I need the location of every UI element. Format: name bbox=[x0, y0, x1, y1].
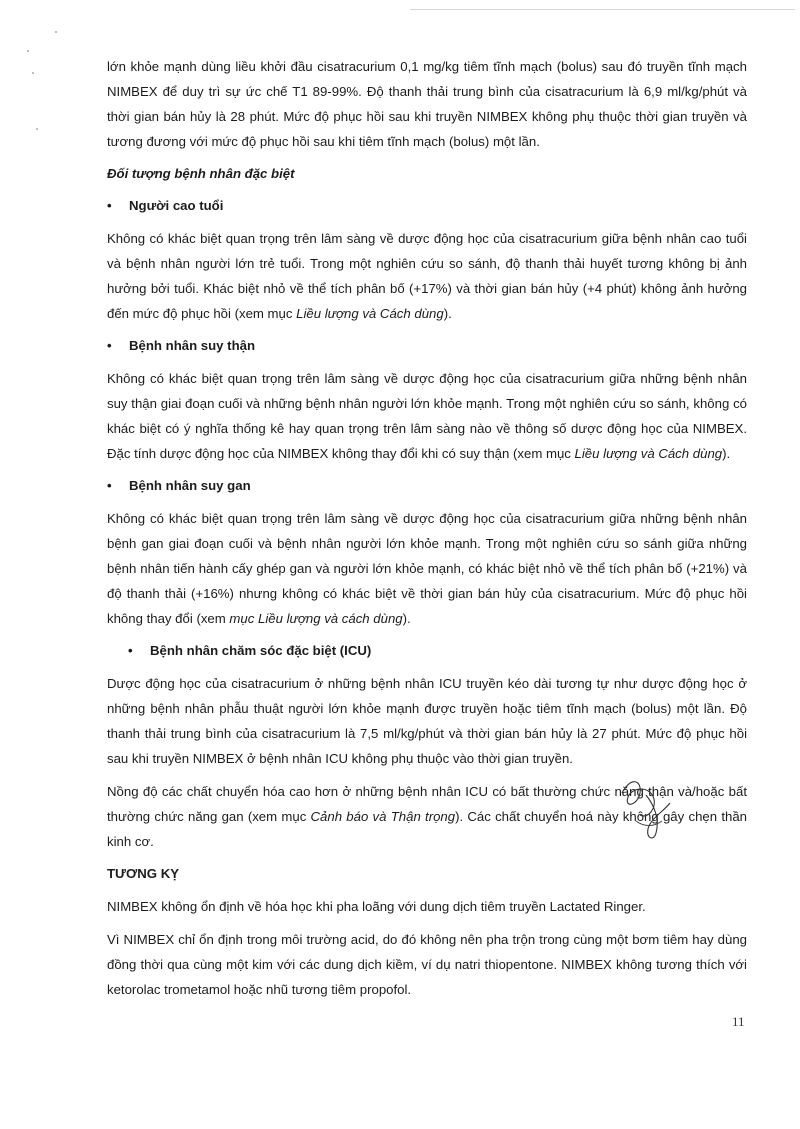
paragraph-renal: Không có khác biệt quan trọng trên lâm sàng về dược động học của cisatracurium giữa những bệnh nhân suy thận giai đoạn cuối và những bệnh nhân người lớn khỏe mạnh. Trong một nghiên cứu so sánh, không có khác biệt có ý nghĩa thống kê hay quan trọng trên lâm sàng nào về thông số dược động học của NIMBEX. Đặc tính dược động học của NIMBEX không thay đổi khi có suy thận (xem mục Liều lượng và Cách dùng). bbox=[107, 371, 747, 461]
paragraph-icu-2: Nồng độ các chất chuyển hóa cao hơn ở những bệnh nhân ICU có bất thường chức năng thận và/hoặc bất thường chức năng gan (xem mục Cảnh báo và Thận trọng). Các chất chuyển hoá này không gây chẹn thần kinh cơ. bbox=[107, 784, 747, 849]
paragraph-incompat-2: Vì NIMBEX chỉ ổn định trong môi trường acid, do đó không nên pha trộn trong cùng một bơm tiêm hay dùng đồng thời qua cùng một kim với các dung dịch kiềm, ví dụ natri thiopentone. NIMBEX không tương thích với ketorolac trometamol hoặc nhũ tương tiêm propofol. bbox=[107, 932, 747, 997]
scan-speck bbox=[36, 128, 38, 130]
bullet-heading-renal: Bệnh nhân suy thận bbox=[129, 338, 256, 353]
paragraph-incompat-1: NIMBEX không ổn định về hóa học khi pha loãng với dung dịch tiêm truyền Lactated Ringer. bbox=[107, 899, 646, 914]
bullet-marker: • bbox=[107, 478, 112, 493]
bullet-heading-elderly: Người cao tuổi bbox=[129, 198, 224, 213]
scan-speck bbox=[55, 31, 57, 33]
scan-speck bbox=[27, 50, 29, 52]
intro-paragraph: lớn khỏe mạnh dùng liều khởi đầu cisatracurium 0,1 mg/kg tiêm tĩnh mạch (bolus) sau đó truyền tĩnh mạch NIMBEX để duy trì sự ức chế T1 89-99%. Độ thanh thải trung bình của cisatracurium là 6,9 ml/kg/phút và thời gian bán hủy là 28 phút. Mức độ phục hồi sau khi truyền NIMBEX không phụ thuộc thời gian truyền và tương đương với mức độ phục hồi sau khi tiêm tĩnh mạch (bolus) một lần. bbox=[107, 59, 747, 149]
bullet-marker: • bbox=[107, 198, 112, 213]
scan-speck bbox=[32, 72, 34, 74]
section-heading-special-populations: Đối tượng bệnh nhân đặc biệt bbox=[107, 166, 295, 181]
bullet-marker: • bbox=[107, 338, 112, 353]
bullet-elderly bbox=[107, 193, 747, 218]
bullet-marker: • bbox=[128, 643, 133, 658]
handwritten-signature bbox=[610, 775, 690, 845]
paragraph-elderly: Không có khác biệt quan trọng trên lâm sàng về dược động học của cisatracurium giữa bệnh nhân cao tuổi và bệnh nhân người lớn trẻ tuổi. Trong một nghiên cứu so sánh, độ thanh thải huyết tương không bị ảnh hưởng bởi tuổi. Khác biệt nhỏ về thể tích phân bố (+17%) và thời gian bán hủy (+4 phút) không ảnh hưởng đến mức độ phục hồi (xem mục Liều lượng và Cách dùng). bbox=[107, 231, 747, 321]
bullet-renal bbox=[107, 333, 747, 358]
bullet-heading-icu: Bệnh nhân chăm sóc đặc biệt (ICU) bbox=[150, 643, 372, 658]
page-number: 11 bbox=[732, 1014, 745, 1029]
paragraph-icu-1: Dược động học của cisatracurium ở những bệnh nhân ICU truyền kéo dài tương tự như dược động học ở những bệnh nhân phẫu thuật người lớn khỏe mạnh được truyền hoặc tiêm tĩnh mạch (bolus) một lần. Độ thanh thải trung bình của cisatracurium là 7,5 ml/kg/phút và thời gian bán hủy là 27 phút. Mức độ phục hồi sau khi truyền NIMBEX ở bệnh nhân ICU không phụ thuộc vào thời gian truyền. bbox=[107, 676, 747, 766]
heading-incompatibilities: TƯƠNG KỴ bbox=[107, 866, 180, 881]
bullet-hepatic bbox=[107, 473, 747, 498]
paragraph-hepatic: Không có khác biệt quan trọng trên lâm sàng về dược động học của cisatracurium giữa những bệnh nhân bệnh gan giai đoạn cuối và bệnh nhân người lớn khỏe mạnh. Trong một nghiên cứu so sánh giữa những bệnh nhân tiến hành cấy ghép gan và người lớn khỏe mạnh, có khác biệt nhỏ về thể tích phân bố (+21%) và độ thanh thải (+16%) nhưng không có khác biệt về thời gian bán hủy của cisatracurium. Mức độ phục hồi không thay đổi (xem mục Liều lượng và cách dùng). bbox=[107, 511, 747, 626]
bullet-icu bbox=[107, 638, 747, 663]
bullet-heading-hepatic: Bệnh nhân suy gan bbox=[129, 478, 251, 493]
document-body bbox=[107, 54, 747, 1002]
scan-edge-line bbox=[410, 9, 795, 10]
